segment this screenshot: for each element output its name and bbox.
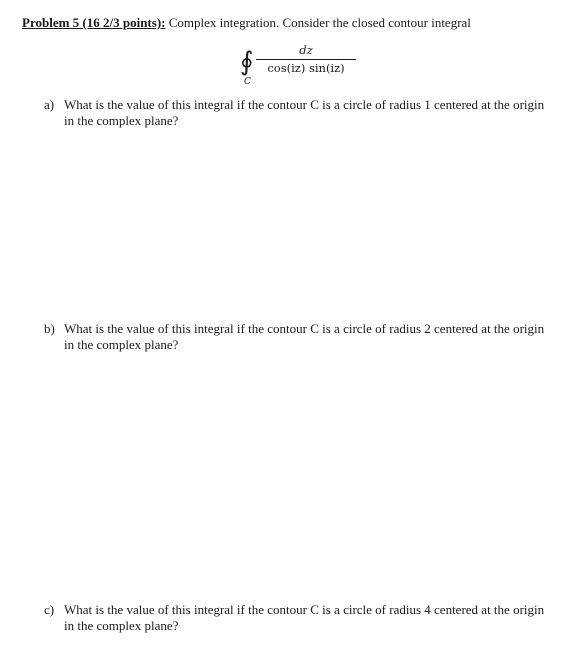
question-c (44, 602, 554, 634)
question-a (44, 97, 554, 129)
question-text: What is the value of this integral if the contour C is a circle of radius 1 centered at the origin in the complex plane? (64, 97, 545, 128)
question-b (44, 321, 554, 353)
fraction-denominator: cos(iz) sin(iz) (267, 61, 345, 75)
fraction (256, 43, 356, 75)
question-label: c) (44, 602, 55, 617)
question-label: b) (44, 321, 55, 336)
problem-intro: Complex integration. Consider the closed contour integral (168, 15, 471, 30)
contour-subscript: C (244, 77, 251, 87)
problem-header (22, 15, 471, 31)
contour-integral-formula (240, 41, 360, 89)
fraction-numerator: dz (299, 43, 313, 57)
question-text: What is the value of this integral if the contour C is a circle of radius 4 centered at the origin in the complex plane? (64, 602, 545, 633)
fraction-bar (256, 59, 356, 60)
question-label: a) (44, 97, 55, 112)
contour-integral-symbol: ∮ (240, 47, 254, 77)
problem-label: Problem 5 (16 2/3 points): (22, 15, 166, 30)
question-text: What is the value of this integral if the contour C is a circle of radius 2 centered at the origin in the complex plane? (64, 321, 545, 352)
